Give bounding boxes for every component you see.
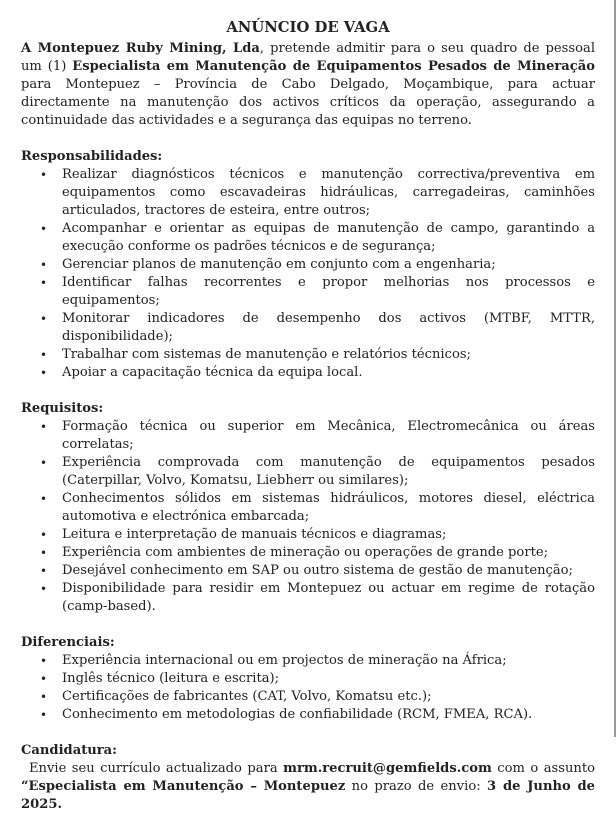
list-item: • Disponibilidade para residir em Montepuez ou actuar em regime de rotação (camp-based). bbox=[40, 581, 595, 614]
bullet-icon: • bbox=[40, 672, 48, 686]
list-item: • Gerenciar planos de manutenção em conjunto com a engenharia; bbox=[40, 257, 496, 272]
bullet-icon: • bbox=[40, 708, 48, 722]
intro-paragraph bbox=[21, 40, 595, 130]
list-item: • Apoiar a capacitação técnica da equipa local. bbox=[40, 365, 363, 380]
bullet-icon: • bbox=[40, 168, 48, 182]
candidatura-paragraph: Envie seu currículo actualizado para mrm.recruit@gemfields.com com o assunto “Especialista em Manutenção – Montepuez no prazo de envio: 3 de Junho de 2025. bbox=[21, 761, 596, 812]
bullet-icon: • bbox=[40, 582, 48, 596]
requisitos-list bbox=[21, 418, 595, 616]
list-item: • Realizar diagnósticos técnicos e manutenção correctiva/preventiva em equipamentos como escavadeiras hidráulicas, carregadeiras, caminhões articulados, tractores de esteira, entre outros; bbox=[40, 167, 595, 218]
list-item: • Trabalhar com sistemas de manutenção e relatórios técnicos; bbox=[40, 347, 471, 362]
list-item: • Experiência comprovada com manutenção de equipamentos pesados (Caterpillar, Volvo, Komatsu, Liebherr ou similares); bbox=[40, 455, 595, 488]
bullet-icon: • bbox=[40, 222, 48, 236]
list-item: • Conhecimento em metodologias de confiabilidade (RCM, FMEA, RCA). bbox=[40, 707, 533, 722]
bullet-icon: • bbox=[40, 528, 48, 542]
section-heading: Candidatura: bbox=[21, 743, 117, 758]
responsabilidades-list bbox=[21, 166, 595, 382]
diferenciais-list bbox=[21, 652, 595, 724]
list-item: • Certificações de fabricantes (CAT, Volvo, Komatsu etc.); bbox=[40, 689, 432, 704]
list-item: • Leitura e interpretação de manuais técnicos e diagramas; bbox=[40, 527, 447, 542]
section-requisitos bbox=[21, 400, 595, 616]
section-heading: Requisitos: bbox=[21, 401, 104, 416]
deadline: 3 de Junho de 2025. bbox=[21, 779, 596, 812]
list-item: • Identificar falhas recorrentes e propor melhorias nos processos e equipamentos; bbox=[40, 275, 595, 308]
section-candidatura bbox=[21, 742, 595, 814]
list-item: • Monitorar indicadores de desempenho dos activos (MTBF, MTTR, disponibilidade); bbox=[40, 311, 595, 344]
bullet-icon: • bbox=[40, 276, 48, 290]
list-item: • Acompanhar e orientar as equipas de manutenção de campo, garantindo a execução conforme os padrões técnicos e de segurança; bbox=[40, 221, 595, 254]
bullet-icon: • bbox=[40, 654, 48, 668]
email-address: mrm.recruit@gemfields.com bbox=[283, 761, 492, 776]
section-responsabilidades bbox=[21, 148, 595, 382]
list-item: • Conhecimentos sólidos em sistemas hidráulicos, motores diesel, eléctrica automotiva e electrónica embarcada; bbox=[40, 491, 595, 524]
section-heading: Diferenciais: bbox=[21, 635, 115, 650]
bullet-icon: • bbox=[40, 312, 48, 326]
position-title: Especialista em Manutenção de Equipamentos Pesados de Mineração bbox=[72, 59, 595, 74]
bullet-icon: • bbox=[40, 546, 48, 560]
section-heading: Responsabilidades: bbox=[21, 149, 163, 164]
bullet-icon: • bbox=[40, 690, 48, 704]
list-item: • Experiência internacional ou em projectos de mineração na África; bbox=[40, 653, 507, 668]
intro-text-2: para Montepuez – Província de Cabo Delgado, Moçambique, para actuar directamente na manutenção dos activos críticos da operação, assegurando a continuidade das actividades e a segurança das equipas no terreno. bbox=[21, 77, 595, 128]
list-item: • Inglês técnico (leitura e escrita); bbox=[40, 671, 280, 686]
email-subject: “Especialista em Manutenção – Montepuez bbox=[21, 779, 346, 794]
intro-text-1: , pretende admitir para o seu quadro de pessoal um (1) bbox=[21, 41, 596, 74]
company-name: A Montepuez Ruby Mining, Lda bbox=[21, 41, 260, 56]
bullet-icon: • bbox=[40, 420, 48, 434]
page-title: ANÚNCIO DE VAGA bbox=[226, 19, 390, 36]
bullet-icon: • bbox=[40, 456, 48, 470]
list-item: • Formação técnica ou superior em Mecânica, Electromecânica ou áreas correlatas; bbox=[40, 419, 595, 452]
section-diferenciais bbox=[21, 634, 595, 724]
bullet-icon: • bbox=[40, 492, 48, 506]
bullet-icon: • bbox=[40, 348, 48, 362]
bullet-icon: • bbox=[40, 564, 48, 578]
bullet-icon: • bbox=[40, 366, 48, 380]
list-item: • Experiência com ambientes de mineração ou operações de grande porte; bbox=[40, 545, 548, 560]
list-item: • Desejável conhecimento em SAP ou outro sistema de gestão de manutenção; bbox=[40, 563, 573, 578]
bullet-icon: • bbox=[40, 258, 48, 272]
